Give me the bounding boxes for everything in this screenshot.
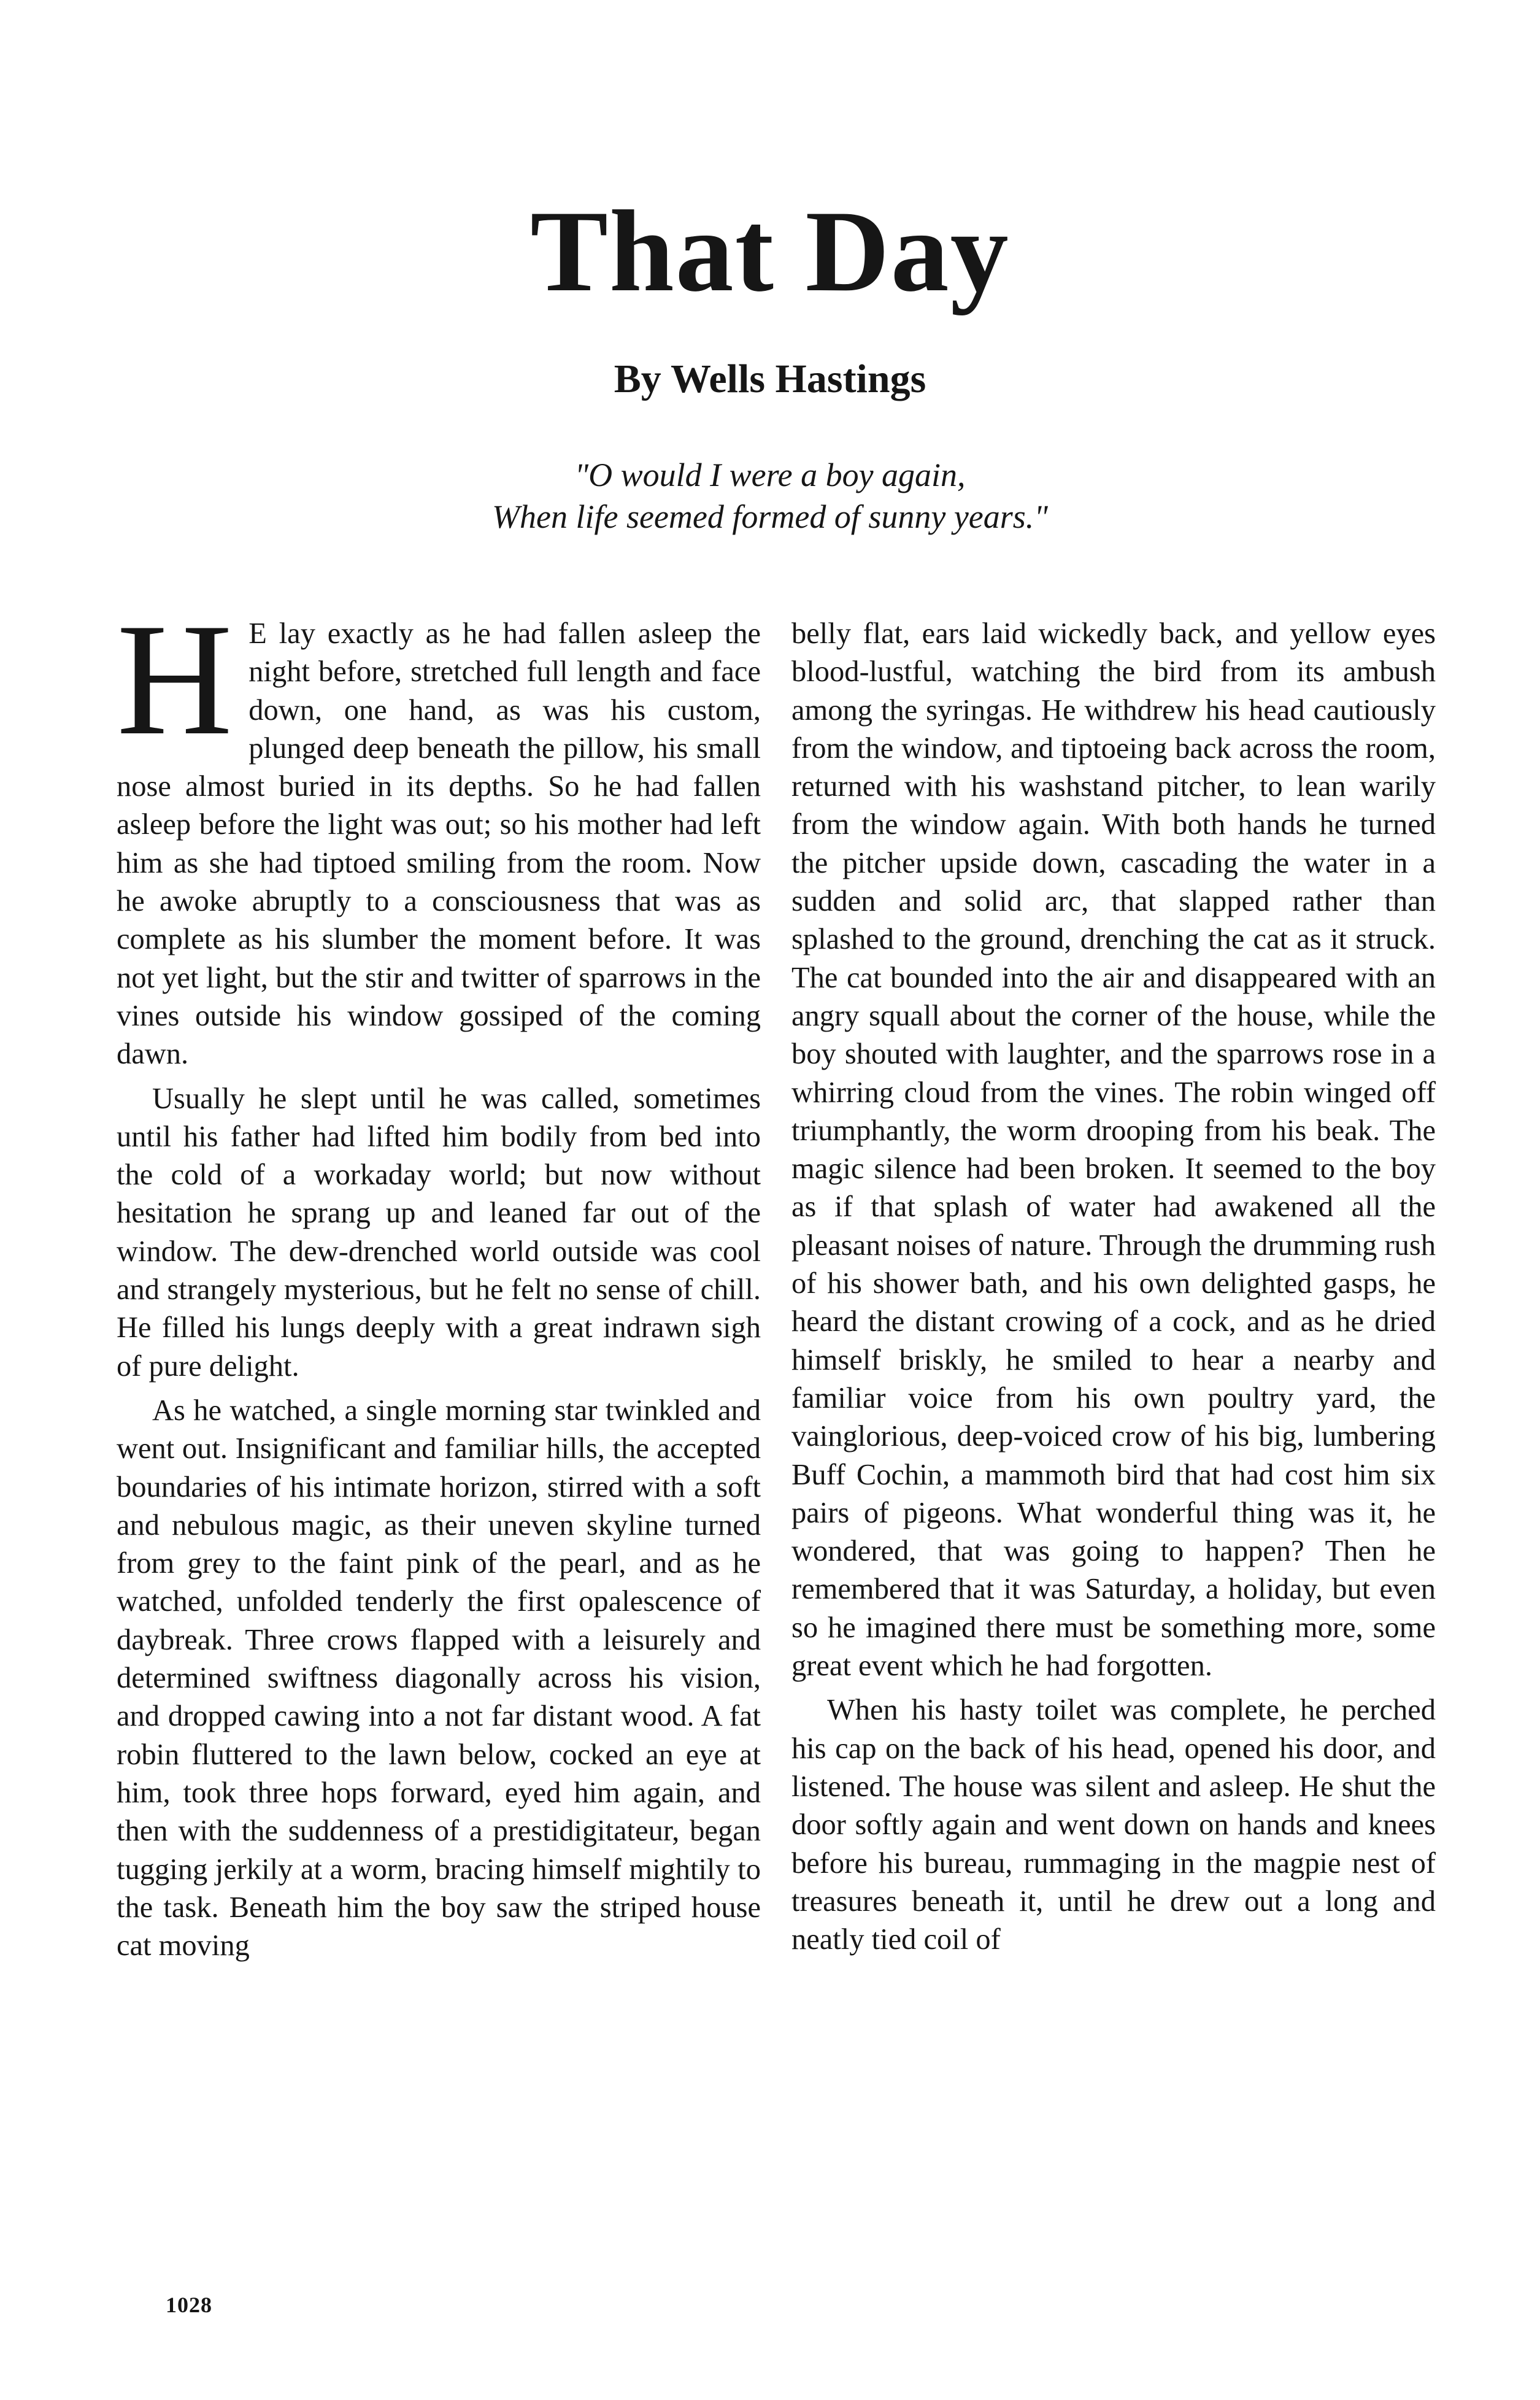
paragraph: When his hasty toilet was complete, he perched his cap on the back of his head, opened his door, and listened. The house was silent and asleep. He shut the door softly again and went down on hands and knees before his bureau, rummaging in the magpie nest of treasures beneath it, until he drew out a long and neatly tied coil of	[791, 1694, 1436, 1956]
byline: By Wells Hastings	[614, 357, 926, 401]
epigraph-line-1: "O would I were a boy again,	[574, 457, 966, 493]
paragraph: belly flat, ears laid wickedly back, and yellow eyes blood-lustful, watching the bird from its ambush among the syringas. He withdrew his head cautiously from the window, and tiptoeing back across the room, returned with his washstand pitcher, to lean warily from the window again. With both hands he turned the pitcher upside down, cascading the water in a sudden and solid arc, that slapped rather than splashed to the ground, drenching the cat as it struck. The cat bounded into the air and disappeared with an angry squall about the corner of the house, while the boy shouted with laughter, and the sparrows rose in a whirring cloud from the vines. The robin winged off triumphantly, the worm drooping from his beak. The magic silence had been broken. It seemed to the boy as if that splash of water had awakened all the pleasant noises of nature. Through the drumming rush of his shower bath, and his own delighted gasps, he heard the distant crowing of a cock, and as he dried himself briskly, he smiled to hear a nearby and familiar voice from his own poultry yard, the vainglorious, deep-voiced crow of his big, lumbering Buff Cochin, a mammoth bird that had cost him six pairs of pigeons. What wonderful thing was it, he wondered, that was going to happen? Then he remembered that it was Saturday, a holiday, but even so he imagined there must be something more, some great event which he had forgotten.	[791, 617, 1436, 1683]
paragraph: As he watched, a single morning star twinkled and went out. Insignificant and familiar hills, the accepted boundaries of his intimate horizon, stirred with a soft and nebulous magic, as their uneven skyline turned from grey to the faint pink of the pearl, and as he watched, unfolded tenderly the first opalescence of daybreak. Three crows flapped with a leisurely and determined swiftness diagonally across his vision, and dropped cawing into a not far distant wood. A fat robin fluttered to the lawn below, cocked an eye at him, took three hops forward, eyed him again, and then with the suddenness of a prestidigitateur, began tugging jerkily at a worm, bracing himself mightily to the task. Beneath him the boy saw the striped house cat moving	[117, 1394, 761, 1962]
right-column	[791, 615, 1436, 1959]
drop-cap: H	[117, 590, 233, 768]
page-number: 1028	[166, 2293, 212, 2317]
epigraph-line-2: When life seemed formed of sunny years."	[492, 498, 1048, 535]
paragraph: Usually he slept until he was called, sometimes until his father had lifted him bodily from bed into the cold of a workaday world; but now without hesitation he sprang up and leaned far out of the window. The dew-drenched world outside was cool and strangely mysterious, but he felt no sense of chill. He filled his lungs deeply with a great indrawn sigh of pure delight.	[117, 1082, 761, 1383]
paragraph: E lay exactly as he had fallen asleep the night before, stretched full length and face down, one hand, as was his custom, plunged deep beneath the pillow, his small nose almost buried in its depths. So he had fallen asleep before the light was out; so his mother had left him as she had tiptoed smiling from the room. Now he awoke abruptly to a consciousness that was as complete as his slumber the moment before. It was not yet light, but the stir and twitter of sparrows in the vines outside his window gossiped of the coming dawn.	[117, 617, 761, 1071]
left-column	[117, 590, 761, 1965]
article-title: That Day	[530, 187, 1010, 316]
epigraph	[0, 454, 1540, 538]
